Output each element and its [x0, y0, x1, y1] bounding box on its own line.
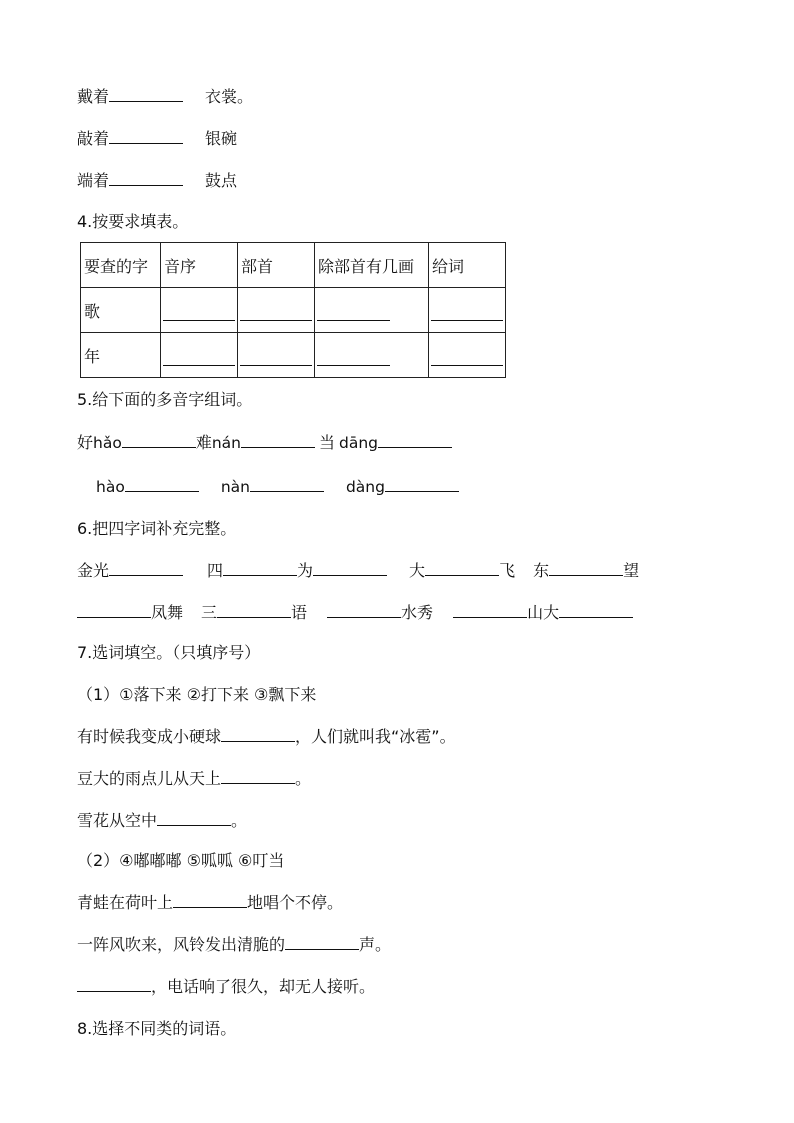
sentence-text: 一阵风吹来，风铃发出清脆的: [77, 935, 286, 954]
answer-blank[interactable]: [549, 561, 623, 576]
answer-blank[interactable]: [77, 603, 151, 618]
answer-blank[interactable]: [453, 603, 527, 618]
q6-row-2: [77, 603, 633, 623]
pinyin: nán: [211, 434, 241, 452]
q8-title: 8.选择不同类的词语。: [77, 1019, 237, 1038]
q6-row-1: [77, 561, 639, 581]
q7-sentence-2: [77, 769, 311, 789]
table-answer-cell[interactable]: [315, 333, 429, 378]
idiom-part: 四: [207, 561, 224, 580]
answer-blank[interactable]: [109, 561, 183, 576]
lookup-table: [80, 242, 506, 378]
sentence-text: 声。: [359, 935, 392, 954]
answer-blank[interactable]: [217, 603, 291, 618]
q3-line-3: [77, 171, 237, 191]
answer-blank[interactable]: [327, 603, 401, 618]
answer-blank[interactable]: [250, 477, 324, 492]
answer-blank[interactable]: [313, 561, 387, 576]
sentence-text: ，电话响了很久，却无人接听。: [151, 977, 376, 996]
idiom-part: 水秀: [401, 603, 434, 622]
table-header: 音序: [161, 243, 238, 288]
q7-sentence-4: [77, 893, 343, 913]
table-answer-cell[interactable]: [429, 333, 506, 378]
q3-prefix: 戴着: [77, 87, 110, 106]
sentence-text: 。: [231, 811, 248, 830]
answer-blank[interactable]: [221, 727, 295, 742]
answer-blank[interactable]: [221, 769, 295, 784]
table-answer-cell[interactable]: [161, 288, 238, 333]
idiom-part: 飞: [499, 561, 516, 580]
pinyin: nàn: [220, 478, 250, 496]
pinyin: hǎo: [93, 434, 122, 452]
q3-suffix: 银碗: [205, 129, 238, 148]
sentence-text: ，人们就叫我“冰雹”。: [295, 727, 456, 746]
polyphone-char: 难: [195, 433, 212, 452]
q4-title: 4.按要求填表。: [77, 212, 189, 231]
sentence-text: 有时候我变成小硬球: [77, 727, 222, 746]
idiom-part: 语: [291, 603, 308, 622]
pinyin: hào: [96, 478, 125, 496]
q3-line-1: [77, 87, 253, 107]
table-header: 要查的字: [81, 243, 161, 288]
answer-blank[interactable]: [77, 977, 151, 992]
answer-blank[interactable]: [385, 477, 459, 492]
q5-row-1: [77, 433, 452, 453]
table-header: 除部首有几画: [315, 243, 429, 288]
answer-blank[interactable]: [425, 561, 499, 576]
q7-options-2: （2）④嘟嘟嘟 ⑤呱呱 ⑥叮当: [77, 851, 285, 870]
idiom-part: 凤舞: [151, 603, 184, 622]
idiom-part: 东: [533, 561, 550, 580]
answer-blank[interactable]: [109, 129, 183, 144]
table-header: 部首: [238, 243, 315, 288]
table-row: [81, 333, 506, 378]
idiom-part: 三: [201, 603, 218, 622]
q7-sentence-1: [77, 727, 456, 747]
answer-blank[interactable]: [559, 603, 633, 618]
pinyin: dāng: [339, 434, 379, 452]
answer-blank[interactable]: [285, 935, 359, 950]
answer-blank[interactable]: [122, 433, 196, 448]
idiom-part: 望: [623, 561, 640, 580]
answer-blank[interactable]: [157, 811, 231, 826]
q7-sentence-6: [77, 977, 375, 997]
q5-row-2: [96, 477, 459, 497]
q3-suffix: 衣裳。: [205, 87, 254, 106]
table-answer-cell[interactable]: [315, 288, 429, 333]
q7-sentence-5: [77, 935, 391, 955]
table-header: 给词: [429, 243, 506, 288]
q7-sentence-3: [77, 811, 247, 831]
answer-blank[interactable]: [223, 561, 297, 576]
answer-blank[interactable]: [378, 433, 452, 448]
sentence-text: 豆大的雨点儿从天上: [77, 769, 222, 788]
sentence-text: 青蛙在荷叶上: [77, 893, 174, 912]
q7-options-1: （1）①落下来 ②打下来 ③飘下来: [77, 685, 317, 704]
table-answer-cell[interactable]: [238, 333, 315, 378]
q3-suffix: 鼓点: [205, 171, 238, 190]
q3-prefix: 端着: [77, 171, 110, 190]
q5-title: 5.给下面的多音字组词。: [77, 390, 253, 409]
q6-title: 6.把四字词补充完整。: [77, 519, 237, 538]
table-row: [81, 288, 506, 333]
answer-blank[interactable]: [109, 87, 183, 102]
polyphone-char: 当: [319, 433, 336, 452]
sentence-text: 。: [295, 769, 312, 788]
answer-blank[interactable]: [109, 171, 183, 186]
idiom-part: 为: [297, 561, 314, 580]
polyphone-char: 好: [77, 433, 94, 452]
table-answer-cell[interactable]: [238, 288, 315, 333]
table-char-cell: 歌: [81, 288, 161, 333]
idiom-part: 金光: [77, 561, 110, 580]
idiom-part: 山大: [527, 603, 560, 622]
idiom-part: 大: [409, 561, 426, 580]
table-answer-cell[interactable]: [429, 288, 506, 333]
q7-title: 7.选词填空。（只填序号）: [77, 643, 261, 662]
answer-blank[interactable]: [241, 433, 315, 448]
table-header-row: [81, 243, 506, 288]
table-char-cell: 年: [81, 333, 161, 378]
sentence-text: 地唱个不停。: [247, 893, 344, 912]
answer-blank[interactable]: [173, 893, 247, 908]
answer-blank[interactable]: [125, 477, 199, 492]
q3-prefix: 敲着: [77, 129, 110, 148]
sentence-text: 雪花从空中: [77, 811, 158, 830]
table-answer-cell[interactable]: [161, 333, 238, 378]
pinyin: dàng: [345, 478, 385, 496]
q3-line-2: [77, 129, 237, 149]
